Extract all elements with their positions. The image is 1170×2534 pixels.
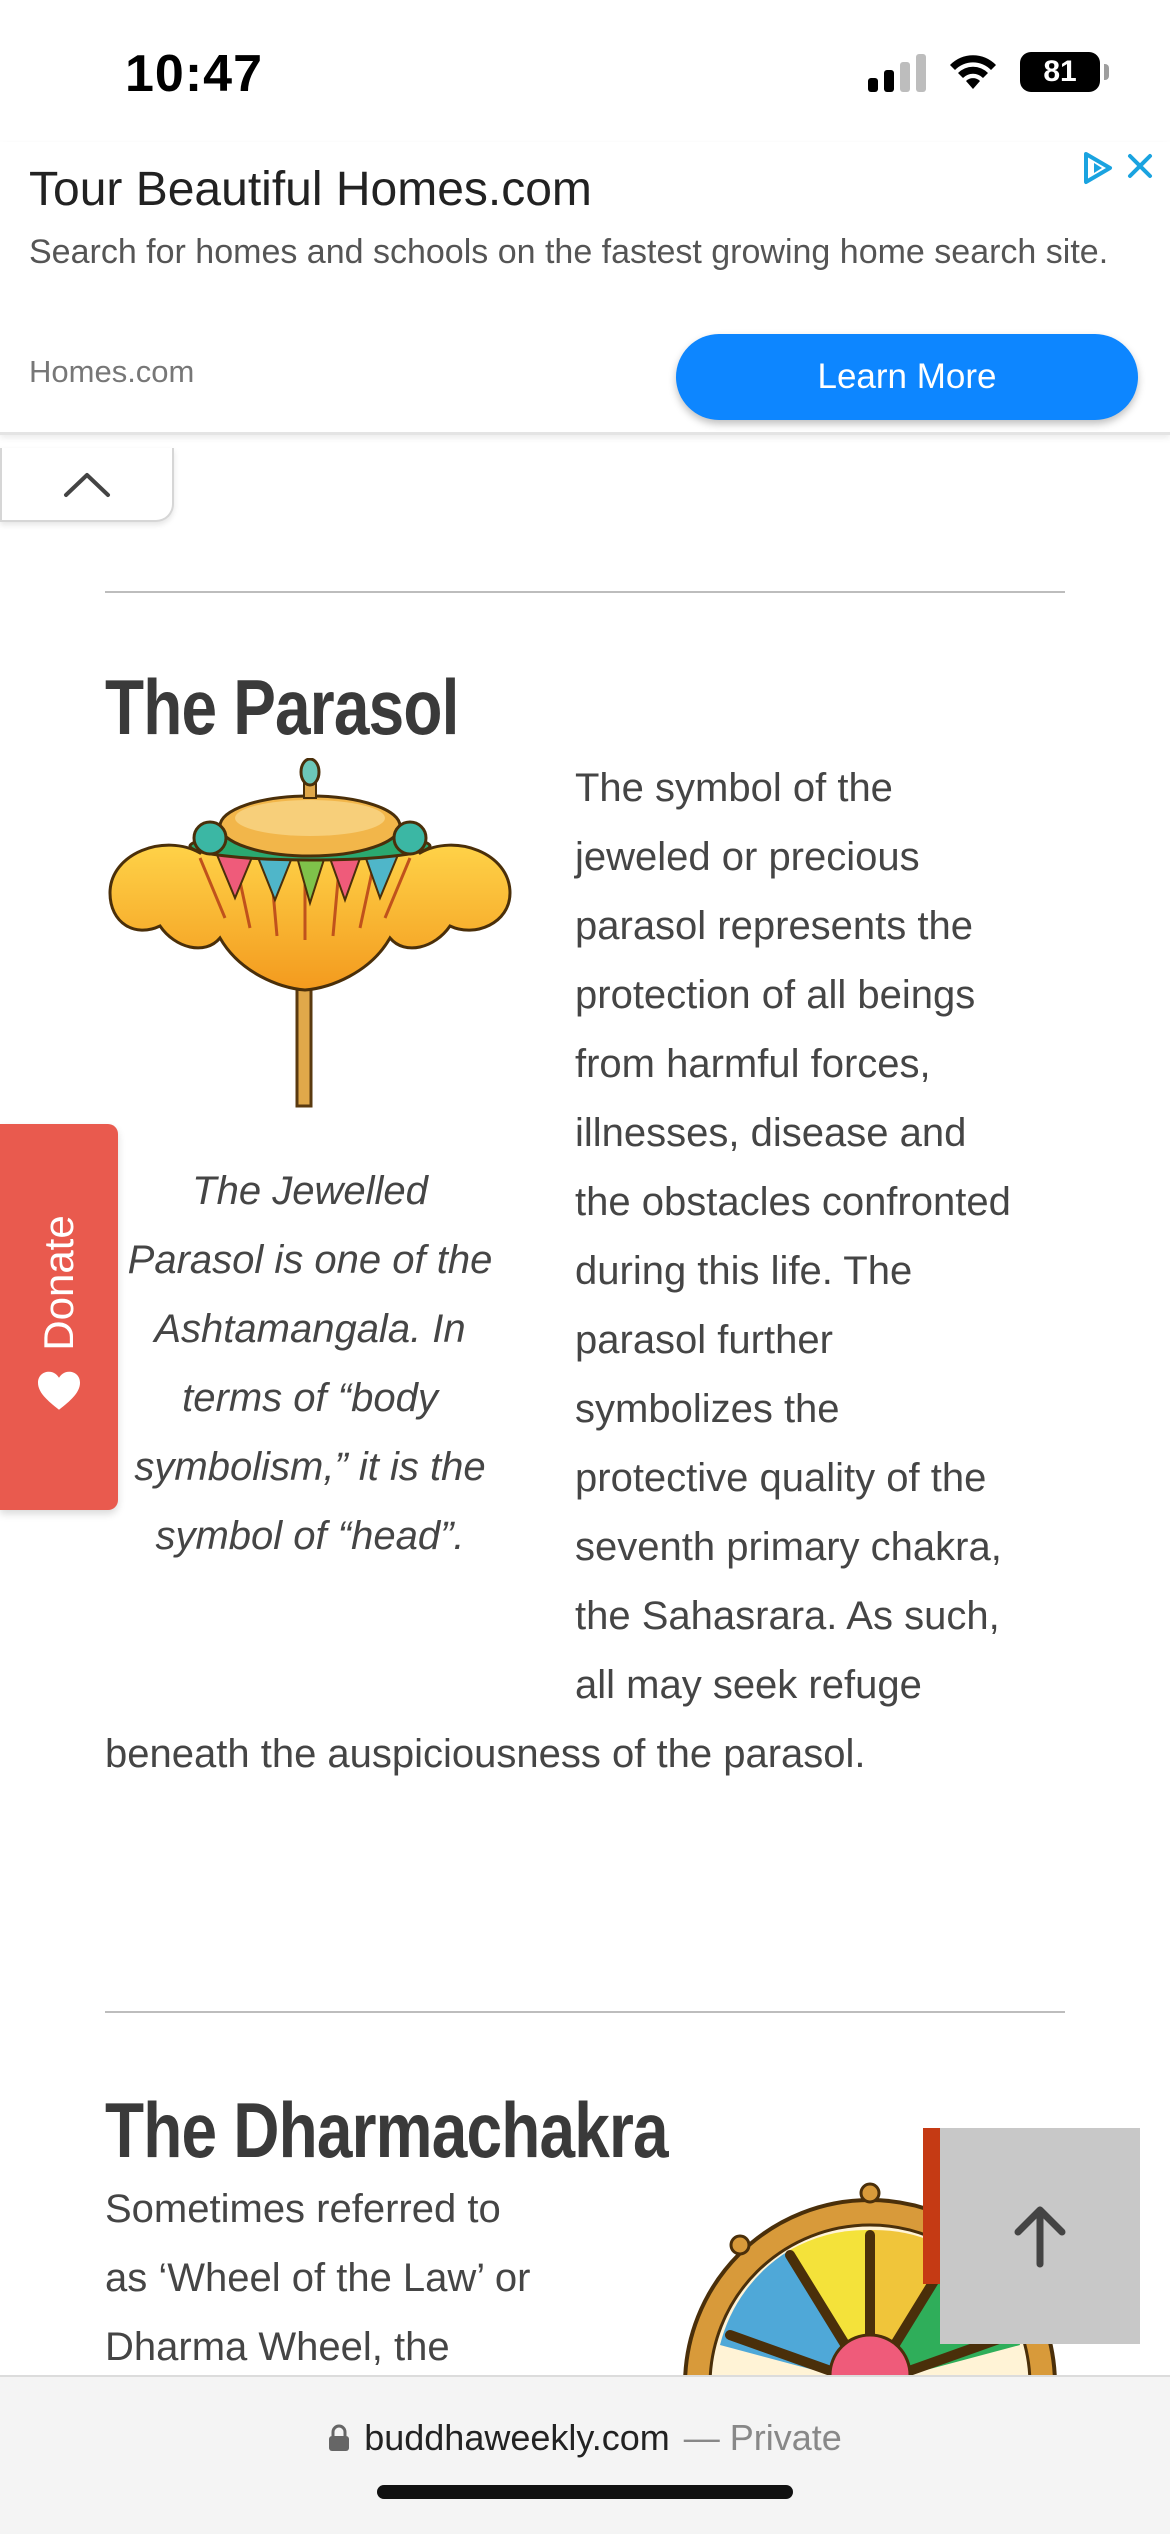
- caption-line: symbol of “head”.: [155, 1514, 465, 1558]
- caption-line: The Jewelled: [192, 1169, 428, 1213]
- status-bar: [0, 0, 1170, 140]
- body-line: parasol further: [575, 1318, 833, 1362]
- ad-banner[interactable]: [0, 142, 1170, 435]
- body-line: The symbol of the: [575, 766, 893, 810]
- private-label: — Private: [683, 2417, 842, 2458]
- battery-icon: [1020, 52, 1100, 92]
- body-line: Sometimes referred to: [105, 2187, 501, 2231]
- dharmachakra-heading: The Dharmachakra: [105, 2086, 668, 2174]
- home-indicator[interactable]: [377, 2485, 793, 2499]
- caption-line: Parasol is one of the: [127, 1238, 493, 1282]
- section-divider: [105, 2011, 1065, 2013]
- status-time: 10:47: [125, 45, 263, 103]
- caption-line: terms of “body: [182, 1376, 438, 1420]
- body-line: symbolizes the: [575, 1387, 840, 1431]
- heart-icon: [36, 1370, 82, 1422]
- learn-more-button[interactable]: Learn More: [676, 334, 1138, 420]
- close-icon[interactable]: [1120, 146, 1160, 186]
- body-line: seventh primary chakra,: [575, 1525, 1002, 1569]
- parasol-body: [575, 754, 1075, 1720]
- battery-level: 81: [1043, 55, 1077, 88]
- section-divider: [105, 591, 1065, 593]
- ad-choices-icon[interactable]: [1078, 148, 1118, 188]
- arrow-up-icon: [1010, 2204, 1070, 2268]
- donate-label: Donate: [35, 1215, 82, 1351]
- chevron-up-icon: [62, 469, 112, 499]
- body-line: as ‘Wheel of the Law’ or: [105, 2256, 531, 2300]
- wifi-icon: [948, 53, 998, 91]
- collapse-ad-button[interactable]: [0, 448, 174, 522]
- body-line: parasol represents the: [575, 904, 974, 948]
- parasol-heading: The Parasol: [105, 663, 459, 751]
- parasol-body-last-line: beneath the auspiciousness of the parasol.: [105, 1732, 866, 1776]
- cellular-signal-icon: [868, 52, 926, 92]
- body-line: the Sahasrara. As such,: [575, 1594, 1000, 1638]
- ad-description: Search for homes and schools on the fastest growing home search site.: [29, 233, 1109, 271]
- body-line: during this life. The: [575, 1249, 913, 1293]
- dharmachakra-body: [105, 2175, 605, 2382]
- body-line: Dharma Wheel, the: [105, 2325, 450, 2369]
- body-line: the obstacles confronted: [575, 1180, 1011, 1224]
- body-line: all may seek refuge: [575, 1663, 922, 1707]
- ad-domain: Homes.com: [29, 354, 195, 389]
- donate-button[interactable]: [0, 1124, 118, 1510]
- ad-title[interactable]: Tour Beautiful Homes.com: [29, 163, 592, 216]
- scroll-to-top-button[interactable]: [940, 2128, 1140, 2344]
- parasol-image: [105, 758, 515, 1113]
- caption-line: symbolism,” it is the: [134, 1445, 486, 1489]
- caption-line: Ashtamangala. In: [154, 1307, 466, 1351]
- body-line: illnesses, disease and: [575, 1111, 967, 1155]
- browser-address-bar[interactable]: [0, 2375, 1170, 2534]
- body-line: jeweled or precious: [575, 835, 920, 879]
- status-icons: [868, 52, 1100, 92]
- body-line: protection of all beings: [575, 973, 976, 1017]
- lock-icon: [328, 2424, 350, 2452]
- parasol-caption: [105, 1157, 515, 1571]
- body-line: protective quality of the: [575, 1456, 987, 1500]
- url-domain[interactable]: buddhaweekly.com: [364, 2417, 670, 2458]
- body-line: from harmful forces,: [575, 1042, 931, 1086]
